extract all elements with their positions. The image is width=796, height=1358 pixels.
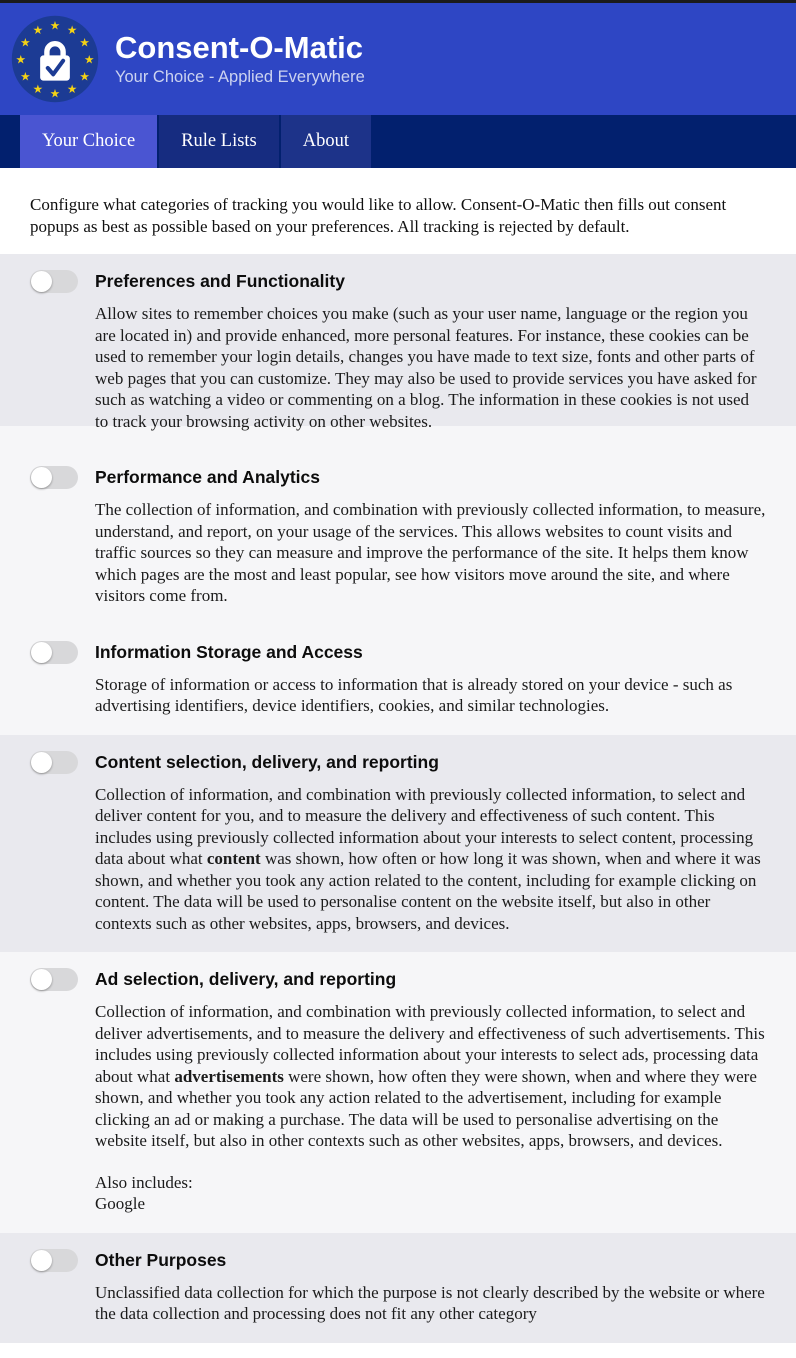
toggle-knob (31, 752, 52, 773)
app-title: Consent-O-Matic (115, 30, 363, 65)
category-title: Content selection, delivery, and reporting (95, 751, 439, 772)
category-description: Collection of information, and combination with previously collected information, to select and deliver content for you, and to measure the delivery and effectiveness of such content. This includes using previously collected information about your interests to select content, processing data about what content was shown, how often or how long it was shown, when and where it was shown, and whether you took any action related to the content, including for example clicking on content. The data will be used to personalise content on the website itself, but also in other contexts such as other websites, apps, browsers, and devices. (95, 784, 761, 933)
category-description: Collection of information, and combination with previously collected information, to select and deliver advertisements, and to measure the delivery and effectiveness of such advertisements. This includes using previously collected information about your interests to select ads, processing data about what advertisements were shown, how often they were shown, when and where they were shown, and whether you took any action related to the advertisement, including for example clicking an ad or making a purchase. The data will be used to personalise advertising on the website itself, but also in other contexts such as other websites, apps, browsers, and devices. (95, 1002, 765, 1150)
toggle-knob (31, 642, 52, 663)
category-title: Other Purposes (95, 1249, 227, 1270)
toggle-knob (31, 271, 52, 292)
tab-your-choice[interactable]: Your Choice (20, 115, 157, 168)
category-section-other (0, 1233, 796, 1343)
category-section-storage (0, 625, 796, 735)
svg-text:★: ★ (32, 82, 44, 97)
svg-text:★: ★ (49, 86, 61, 101)
toggle-knob (31, 969, 52, 990)
category-description: The collection of information, and combination with previously collected information, to measure, understand, and report, on your usage of the services. This allows websites to count visits and traffic sources so they can measure and improve the performance of the site. It helps them know which pages are the most and least popular, see how visitors move around the site, and where visitors come from. (95, 500, 766, 605)
storage-access-toggle[interactable] (30, 641, 78, 664)
svg-text:★: ★ (66, 22, 78, 37)
app-header (0, 3, 796, 115)
svg-text:★: ★ (83, 52, 95, 67)
svg-text:★: ★ (66, 82, 78, 97)
category-description: Allow sites to remember choices you make (such as your user name, language or the region you are located in) and provide enhanced, more personal features. For instance, these cookies can be used to remember your login details, changes you have made to text size, fonts and other parts of web pages that you can customize. They may also be used to provide services you have asked for such as watching a video or commenting on a blog. The information in these cookies is not used to track your browsing activity on other websites. (95, 304, 757, 431)
category-title: Ad selection, delivery, and reporting (95, 969, 397, 989)
svg-text:★: ★ (79, 35, 90, 50)
category-description: Storage of information or access to information that is already stored on your device - such as advertising identifiers, device identifiers, cookies, and similar technologies. (95, 674, 733, 715)
category-title: Information Storage and Access (95, 641, 363, 662)
category-section-ads (0, 952, 796, 1233)
tab-about[interactable]: About (281, 115, 371, 168)
svg-text:★: ★ (32, 22, 44, 37)
svg-text:★: ★ (49, 18, 61, 33)
also-includes-item: Google (95, 1194, 146, 1213)
category-section-performance (0, 450, 796, 625)
intro-text: Configure what categories of tracking you would like to allow. Consent-O-Matic then fills out consent popups as best as possible based on your preferences. All tracking is rejected by default. (30, 195, 727, 236)
performance-toggle[interactable] (30, 466, 78, 489)
category-section-content (0, 735, 796, 953)
svg-text:★: ★ (79, 69, 90, 84)
toggle-knob (31, 1250, 52, 1271)
also-includes-label: Also includes: (95, 1172, 193, 1192)
content-selection-toggle[interactable] (30, 751, 78, 774)
other-purposes-toggle[interactable] (30, 1249, 78, 1272)
svg-text:★: ★ (20, 35, 31, 50)
category-section-preferences (0, 254, 796, 450)
svg-text:★: ★ (20, 69, 31, 84)
preferences-toggle[interactable] (30, 270, 78, 293)
nav-tabbar (0, 115, 796, 168)
category-description: Unclassified data collection for which the purpose is not clearly described by the website or where the data collection and processing does not fit any other category (95, 1282, 765, 1323)
tab-rule-lists[interactable]: Rule Lists (159, 115, 279, 168)
toggle-knob (31, 467, 52, 488)
svg-text:★: ★ (15, 52, 27, 67)
category-title: Performance and Analytics (95, 467, 320, 487)
ad-selection-toggle[interactable] (30, 968, 78, 991)
category-title: Preferences and Functionality (95, 271, 345, 291)
also-includes (95, 1172, 766, 1215)
app-subtitle: Your Choice - Applied Everywhere (115, 68, 365, 86)
consent-o-matic-logo (10, 14, 100, 104)
